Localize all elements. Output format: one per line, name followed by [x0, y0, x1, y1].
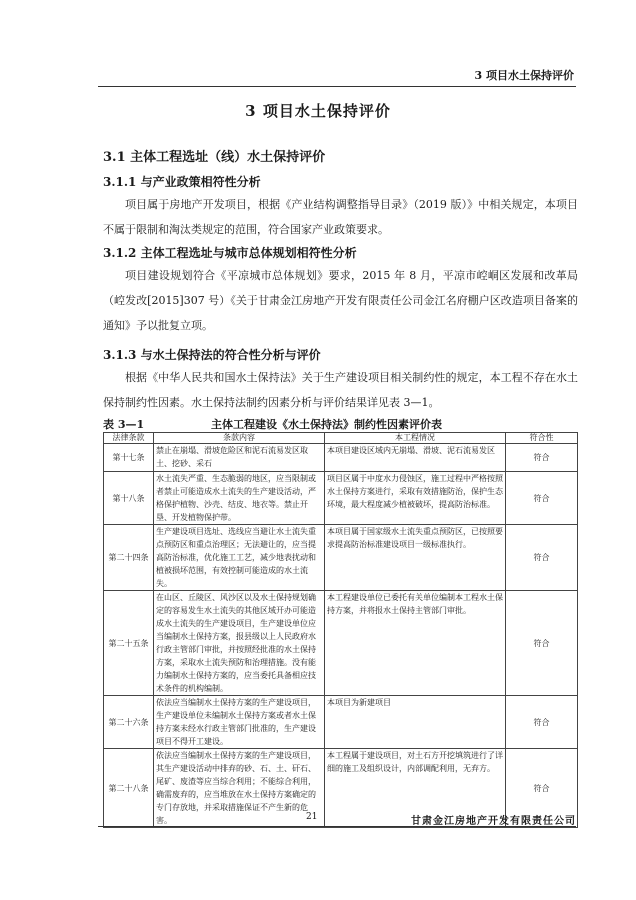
- result-cell: 符合: [506, 525, 578, 591]
- result-cell: 符合: [506, 444, 578, 472]
- section-heading-3-1-3: 3.1.3 与水土保持法的符合性分析与评价: [103, 348, 321, 362]
- article-cell: 第十七条: [104, 444, 154, 472]
- situation-cell: 本项目建设区域内无崩塌、滑坡、泥石流易发区: [325, 444, 506, 472]
- section-heading-3-1-2: 3.1.2 主体工程选址与城市总体规划相符性分析: [103, 246, 357, 260]
- table-row: [104, 472, 578, 525]
- result-cell: 符合: [506, 472, 578, 525]
- article-cell: 第二十五条: [104, 591, 154, 696]
- header-rule: [98, 86, 576, 87]
- table-row: [104, 696, 578, 749]
- chapter-title: 3 项目水土保持评价: [245, 102, 391, 120]
- situation-cell: 本工程建设单位已委托有关单位编制本工程水土保持方案，并将报水土保持主管部门审批。: [325, 591, 506, 696]
- content-cell: 禁止在崩塌、滑坡危险区和泥石流易发区取土、挖砂、采石: [154, 444, 325, 472]
- table-row: [104, 444, 578, 472]
- section-heading-3-1: 3.1 主体工程选址（线）水土保持评价: [103, 150, 326, 165]
- content-cell: 水土流失严重、生态脆弱的地区，应当限制或者禁止可能造成水土流失的生产建设活动，严格保护植物、沙壳、结皮、地衣等。禁止开垦、开发植物保护带。: [154, 472, 325, 525]
- situation-cell: 本工程属于建设项目，对土石方开挖填筑进行了详细的施工及组织设计，内部调配利用，无弃方。: [325, 749, 506, 828]
- content-cell: 依法应当编制水土保持方案的生产建设项目，其生产建设活动中排弃的砂、石、土、矸石、尾矿、废渣等应当综合利用；不能综合利用，确需废弃的，应当堆放在水土保持方案确定的专门存放地，并采取措施保证不产生新的危害。: [154, 749, 325, 828]
- content-cell: 在山区、丘陵区、风沙区以及水土保持规划确定的容易发生水土流失的其他区域开办可能造成水土流失的生产建设项目，生产建设单位应当编制水土保持方案，报县级以上人民政府水行政主管部门审批，并按照经批准的水土保持方案，采取水土流失预防和治理措施。没有能力编制水土保持方案的，应当委托具备相应技术条件的机构编制。: [154, 591, 325, 696]
- table-row: [104, 591, 578, 696]
- content-cell: 生产建设项目选址、选线应当避让水土流失重点预防区和重点治理区；无法避让的，应当提高防治标准，优化施工工艺，减少地表扰动和植被损坏范围，有效控制可能造成的水土流失。: [154, 525, 325, 591]
- header-situation: 本工程情况: [325, 433, 506, 444]
- result-cell: 符合: [506, 749, 578, 828]
- header-content: 条款内容: [154, 433, 325, 444]
- article-cell: 第二十六条: [104, 696, 154, 749]
- table-label: 表 3—1: [103, 418, 145, 431]
- result-cell: 符合: [506, 696, 578, 749]
- paragraph-3-1-2: 项目建设规划符合《平凉城市总体规划》要求，2015 年 8 月，平凉市崆峒区发展和改革局（崆发改[2015]307 号）《关于甘肃金江房地产开发有限责任公司金江名府棚户区改造项目备案的通知》予以批复立项。: [103, 269, 578, 332]
- situation-cell: 项目区属于中度水力侵蚀区，施工过程中严格按照水土保持方案进行，采取有效措施防治，保护生态环境，最大程度减少植被破坏，提高防治标准。: [325, 472, 506, 525]
- footer-rule: [98, 826, 576, 827]
- situation-cell: 本项目为新建项目: [325, 696, 506, 749]
- article-cell: 第十八条: [104, 472, 154, 525]
- article-cell: 第二十四条: [104, 525, 154, 591]
- table-header-row: [104, 433, 578, 444]
- section-heading-3-1-1: 3.1.1 与产业政策相符性分析: [103, 175, 261, 189]
- header-article: 法律条款: [104, 433, 154, 444]
- article-cell: 第二十八条: [104, 749, 154, 828]
- footer-company: 甘肃金江房地产开发有限责任公司: [411, 816, 576, 827]
- result-cell: 符合: [506, 591, 578, 696]
- header-result: 符合性: [506, 433, 578, 444]
- running-header: 3 项目水土保持评价: [474, 69, 574, 82]
- paragraph-3-1-3: 根据《中华人民共和国水土保持法》关于生产建设项目相关制约性的规定，本工程不存在水土保持制约性因素。水土保持法制约因素分析与评价结果详见表 3—1。: [103, 371, 578, 409]
- table-row: [104, 525, 578, 591]
- content-cell: 依法应当编制水土保持方案的生产建设项目，生产建设单位未编制水土保持方案或者水土保持方案未经水行政主管部门批准的，生产建设项目不得开工建设。: [154, 696, 325, 749]
- page-number: 21: [306, 812, 318, 822]
- paragraph-3-1-1: 项目属于房地产开发项目，根据《产业结构调整指导目录》（2019 版）》中相关规定，本项目不属于限制和淘汰类规定的范围，符合国家产业政策要求。: [103, 198, 578, 236]
- situation-cell: 本项目属于国家级水土流失重点预防区，已按照要求提高防治标准建设项目一级标准执行。: [325, 525, 506, 591]
- table-title: 主体工程建设《水土保持法》制约性因素评价表: [211, 418, 442, 431]
- evaluation-table: [103, 432, 578, 828]
